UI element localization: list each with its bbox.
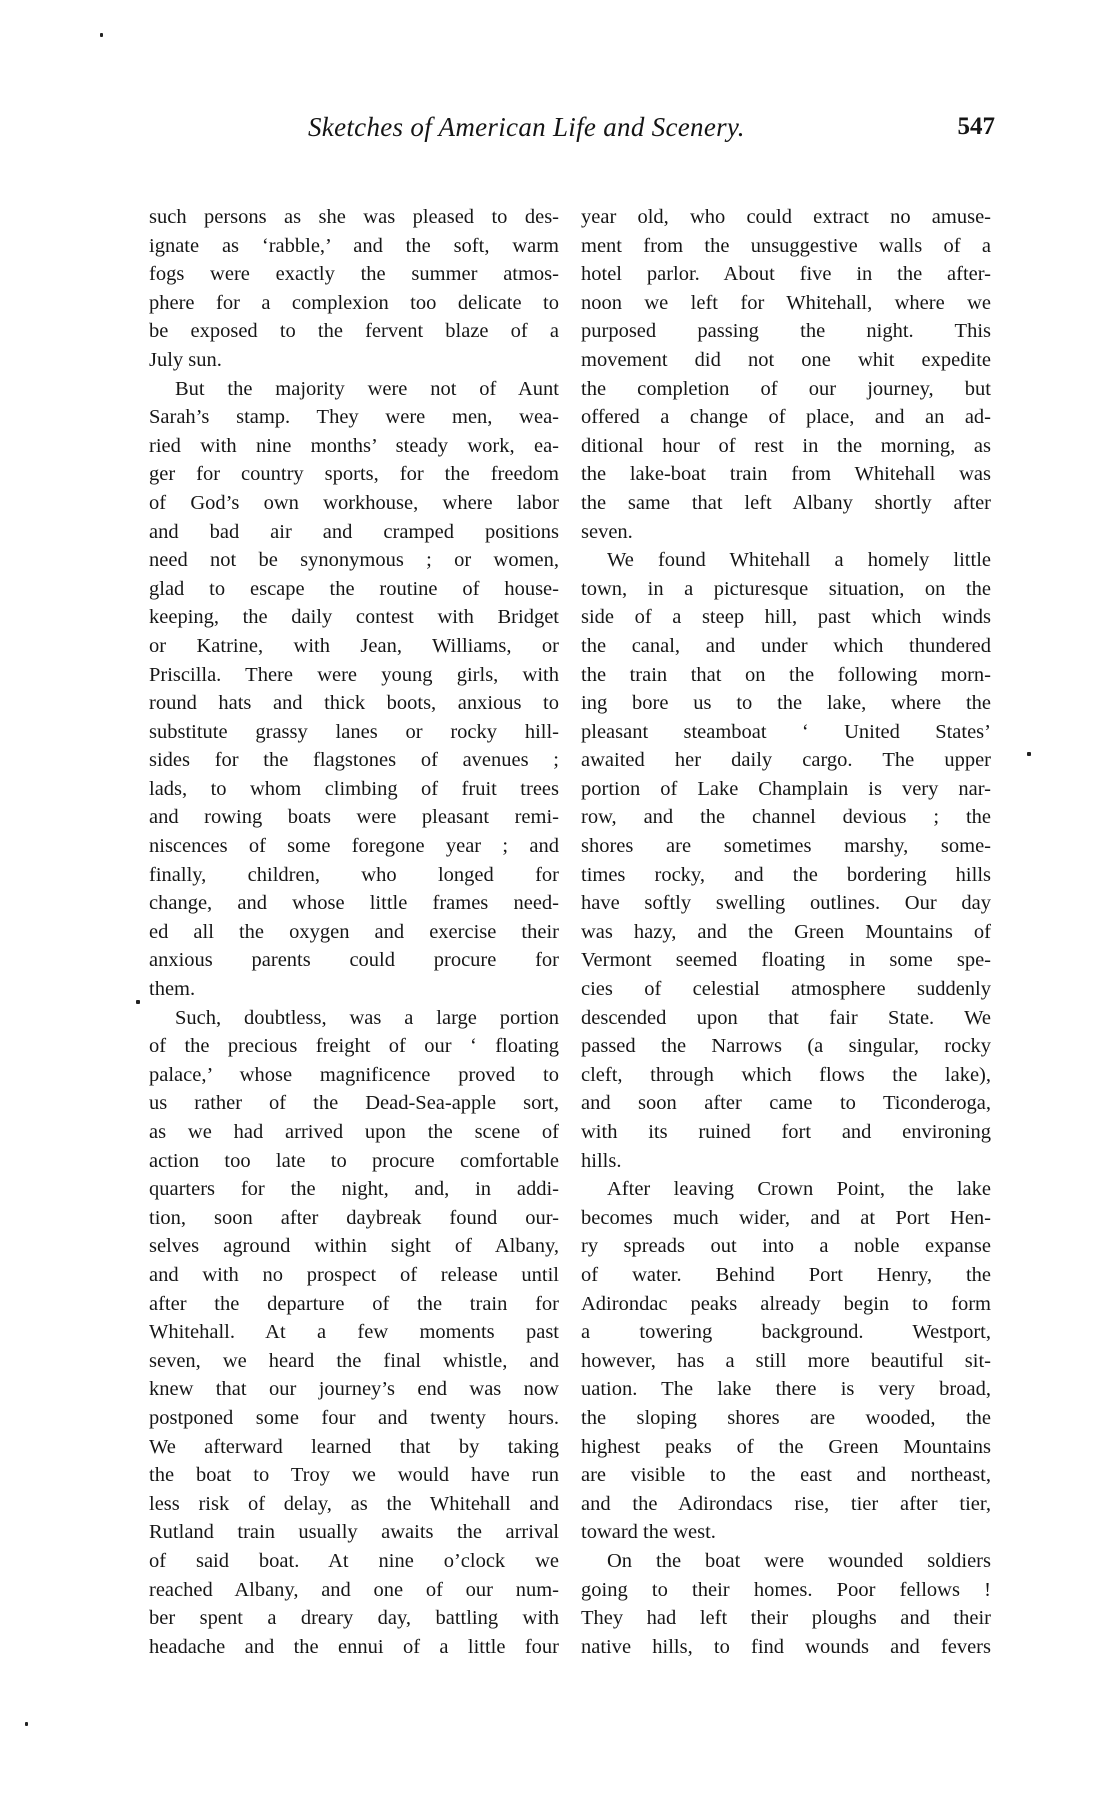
text-line: cleft, through which flows the lake),: [581, 1063, 991, 1086]
text-line: ing bore us to the lake, where the: [581, 692, 991, 715]
text-line: row, and the channel devious ; the: [581, 806, 991, 829]
text-line: ried with nine months’ steady work, ea-: [149, 434, 559, 457]
text-line: ger for country sports, for the freedom: [149, 463, 559, 486]
text-line: movement did not one whit expedite: [581, 348, 991, 371]
text-line: We afterward learned that by taking: [149, 1435, 559, 1458]
text-line: the same that left Albany shortly after: [581, 491, 991, 514]
text-line: They had left their ploughs and their: [581, 1607, 991, 1630]
text-line: palace,’ whose magnificence proved to: [149, 1063, 559, 1086]
text-line: a towering background. Westport,: [581, 1321, 991, 1344]
text-line: keeping, the daily contest with Bridget: [149, 606, 559, 629]
text-line: of said boat. At nine o’clock we: [149, 1549, 559, 1572]
running-title: Sketches of American Life and Scenery.: [308, 112, 745, 142]
text-line: the boat to Troy we would have run: [149, 1464, 559, 1487]
text-line: July sun.: [149, 348, 222, 371]
text-line: tion, soon after daybreak found our-: [149, 1206, 559, 1229]
text-line: of water. Behind Port Henry, the: [581, 1263, 991, 1286]
text-line: glad to escape the routine of house-: [149, 577, 559, 600]
text-line: sides for the flagstones of avenues ;: [149, 749, 559, 772]
text-line: finally, children, who longed for: [149, 863, 559, 886]
text-line: ry spreads out into a noble expanse: [581, 1235, 991, 1258]
text-line: shores are sometimes marshy, some-: [581, 835, 991, 858]
text-line: fogs were exactly the summer atmos-: [149, 263, 559, 286]
text-line: purposed passing the night. This: [581, 320, 991, 343]
text-line: On the boat were wounded soldiers: [607, 1549, 991, 1572]
text-line: becomes much wider, and at Port Hen-: [581, 1206, 991, 1229]
text-line: and rowing boats were pleasant remi-: [149, 806, 559, 829]
text-line: ment from the unsuggestive walls of a: [581, 234, 991, 257]
text-line: town, in a picturesque situation, on the: [581, 577, 991, 600]
text-line: awaited her daily cargo. The upper: [581, 749, 991, 772]
text-line: uation. The lake there is very broad,: [581, 1378, 991, 1401]
text-line: ed all the oxygen and exercise their: [149, 920, 559, 943]
text-line: of God’s own workhouse, where labor: [149, 491, 559, 514]
text-line: year old, who could extract no amuse-: [581, 206, 991, 228]
text-line: side of a steep hill, past which winds: [581, 606, 991, 629]
text-line: them.: [149, 978, 196, 1001]
text-line: phere for a complexion too delicate to: [149, 291, 559, 314]
left-text-column: [149, 203, 559, 1661]
scan-speck: [1027, 752, 1031, 756]
text-line: however, has a still more beautiful sit-: [581, 1349, 991, 1372]
text-line: seven, we heard the final whistle, and: [149, 1349, 559, 1372]
text-line: and the Adirondacs rise, tier after tier,: [581, 1492, 991, 1515]
text-line: toward the west.: [581, 1521, 716, 1544]
text-line: be exposed to the fervent blaze of a: [149, 320, 559, 343]
text-line: We found Whitehall a homely little: [607, 549, 991, 572]
text-line: reached Albany, and one of our num-: [149, 1578, 559, 1601]
text-line: the lake-boat train from Whitehall was: [581, 463, 991, 486]
text-line: the completion of our journey, but: [581, 377, 991, 400]
text-line: going to their homes. Poor fellows !: [581, 1578, 991, 1601]
text-line: anxious parents could procure for: [149, 949, 559, 972]
running-head: [150, 112, 995, 152]
text-line: was hazy, and the Green Mountains of: [581, 920, 991, 943]
text-line: after the departure of the train for: [149, 1292, 559, 1315]
text-line: knew that our journey’s end was now: [149, 1378, 559, 1401]
text-line: or Katrine, with Jean, Williams, or: [149, 634, 559, 657]
text-line: of the precious freight of our ‘ floating: [149, 1035, 559, 1058]
text-line: round hats and thick boots, anxious to: [149, 692, 559, 715]
text-line: But the majority were not of Aunt: [175, 377, 559, 400]
text-line: and bad air and cramped positions: [149, 520, 559, 543]
text-line: as we had arrived upon the scene of: [149, 1121, 559, 1143]
text-line: cies of celestial atmosphere suddenly: [581, 978, 991, 1001]
text-line: action too late to procure comfortable: [149, 1149, 559, 1172]
text-line: postponed some four and twenty hours.: [149, 1406, 559, 1429]
text-line: highest peaks of the Green Mountains: [581, 1435, 991, 1458]
text-line: passed the Narrows (a singular, rocky: [581, 1035, 991, 1058]
text-line: change, and whose little frames need-: [149, 892, 559, 915]
text-line: ignate as ‘rabble,’ and the soft, warm: [149, 234, 559, 257]
text-line: Whitehall. At a few moments past: [149, 1321, 559, 1344]
text-line: Priscilla. There were young girls, with: [149, 663, 559, 686]
text-line: the sloping shores are wooded, the: [581, 1406, 991, 1429]
text-line: ber spent a dreary day, battling with: [149, 1607, 559, 1630]
text-line: and soon after came to Ticonderoga,: [581, 1092, 991, 1115]
text-line: us rather of the Dead-Sea-apple sort,: [149, 1092, 559, 1115]
text-line: noon we left for Whitehall, where we: [581, 291, 991, 314]
text-line: Vermont seemed floating in some spe-: [581, 949, 991, 972]
text-line: the canal, and under which thundered: [581, 634, 991, 657]
text-line: Adirondac peaks already begin to form: [581, 1292, 991, 1315]
scan-speck: [25, 1722, 28, 1726]
page-number: 547: [957, 113, 995, 140]
text-line: portion of Lake Champlain is very nar-: [581, 777, 991, 800]
text-line: quarters for the night, and, in addi-: [149, 1178, 559, 1201]
text-line: and with no prospect of release until: [149, 1263, 559, 1286]
text-line: substitute grassy lanes or rocky hill-: [149, 720, 559, 743]
text-line: Such, doubtless, was a large portion: [175, 1006, 559, 1029]
text-line: pleasant steamboat ‘ United States’: [581, 720, 991, 743]
text-line: offered a change of place, and an ad-: [581, 406, 991, 429]
text-line: with its ruined fort and environing: [581, 1121, 991, 1143]
text-line: less risk of delay, as the Whitehall and: [149, 1492, 559, 1515]
text-line: are visible to the east and northeast,: [581, 1464, 991, 1487]
text-line: Rutland train usually awaits the arrival: [149, 1521, 559, 1544]
text-line: lads, to whom climbing of fruit trees: [149, 777, 559, 800]
text-line: Sarah’s stamp. They were men, wea-: [149, 406, 559, 429]
text-line: such persons as she was pleased to des-: [149, 206, 559, 228]
scan-speck: [100, 33, 103, 37]
text-line: native hills, to find wounds and fevers: [581, 1635, 991, 1658]
text-line: hills.: [581, 1149, 622, 1172]
text-line: the train that on the following morn-: [581, 663, 991, 686]
text-line: need not be synonymous ; or women,: [149, 549, 559, 572]
text-line: have softly swelling outlines. Our day: [581, 892, 991, 915]
text-line: headache and the ennui of a little four: [149, 1635, 559, 1658]
text-line: times rocky, and the bordering hills: [581, 863, 991, 886]
text-line: seven.: [581, 520, 633, 543]
right-text-column: [581, 203, 991, 1661]
scan-speck: [136, 1000, 140, 1004]
text-line: selves aground within sight of Albany,: [149, 1235, 559, 1258]
text-line: hotel parlor. About five in the after-: [581, 263, 991, 286]
text-line: descended upon that fair State. We: [581, 1006, 991, 1029]
text-line: niscences of some foregone year ; and: [149, 835, 559, 858]
text-line: ditional hour of rest in the morning, as: [581, 434, 991, 457]
text-line: After leaving Crown Point, the lake: [607, 1178, 991, 1201]
